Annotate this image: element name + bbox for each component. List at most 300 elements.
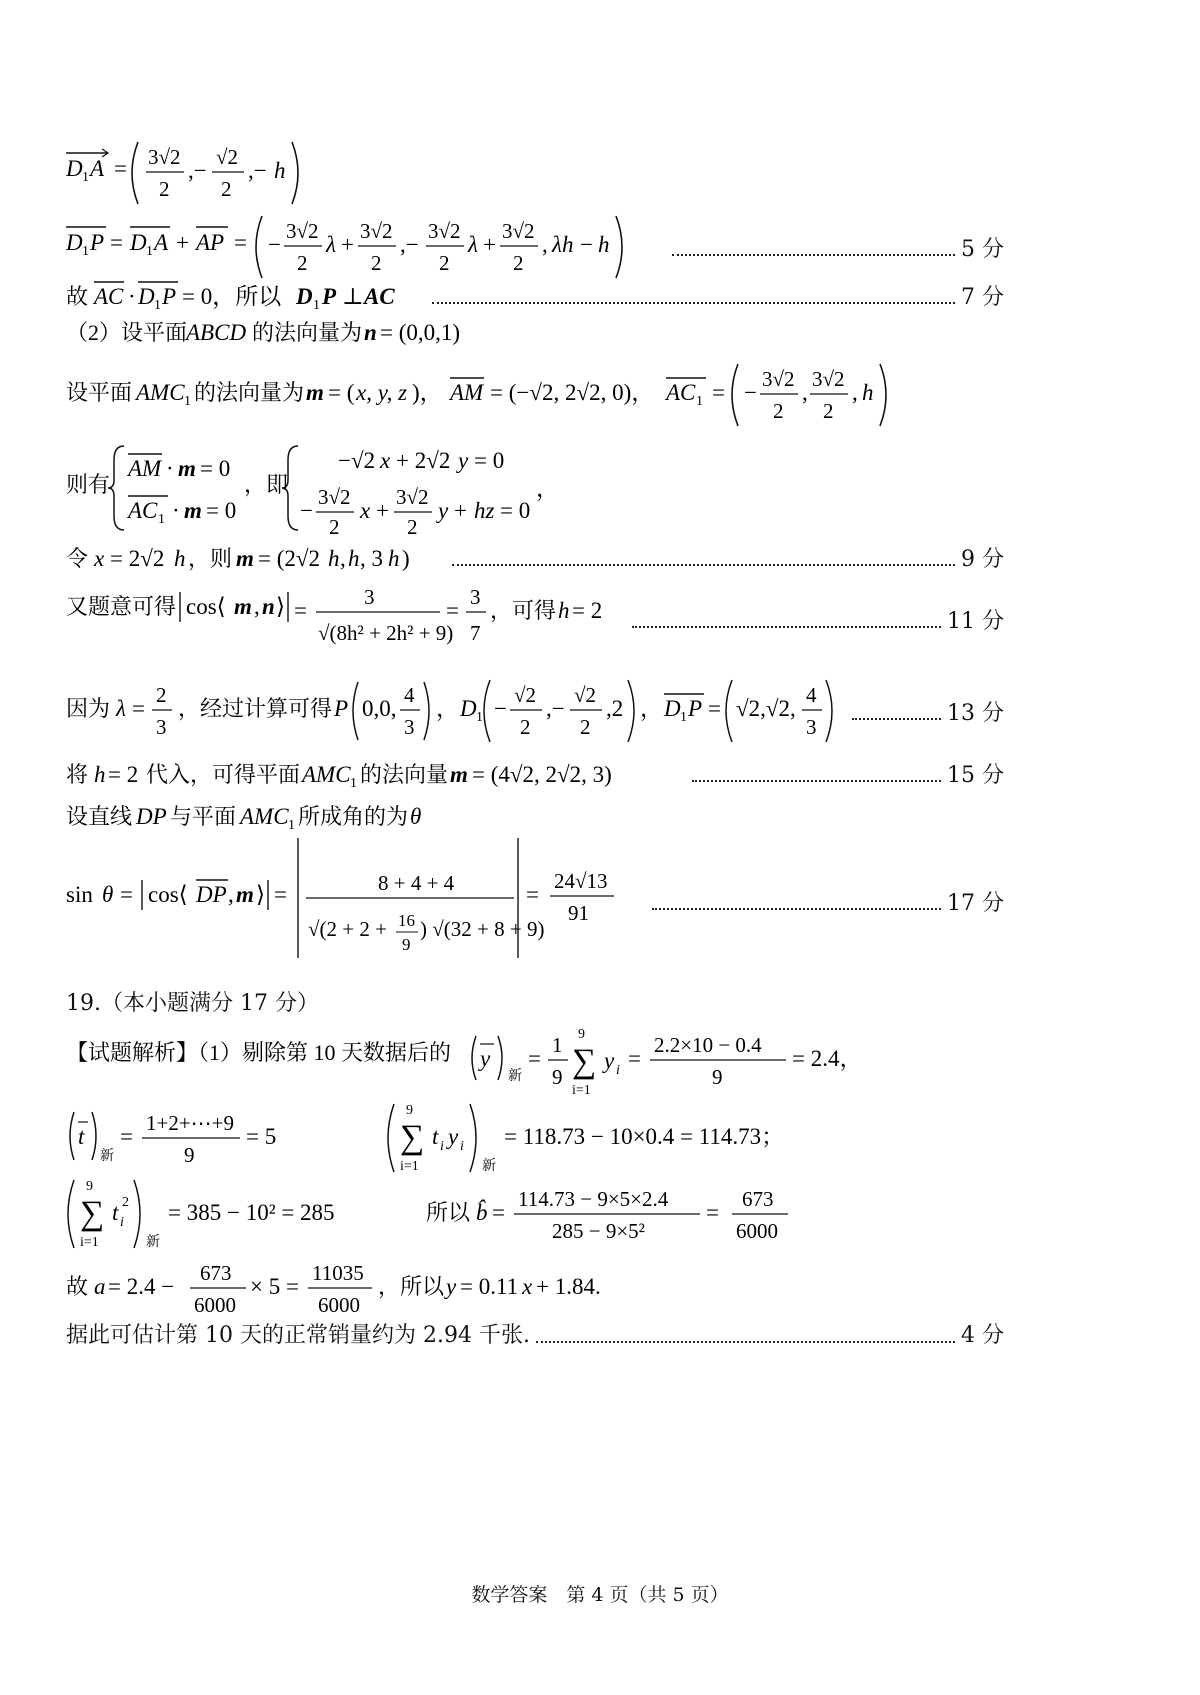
svg-text:=: = bbox=[628, 1046, 641, 1071]
svg-text:所成角的为: 所成角的为 bbox=[298, 804, 409, 829]
svg-text:，所以: ，所以 bbox=[378, 1274, 445, 1299]
svg-text:= 2.4，: = 2.4， bbox=[792, 1046, 863, 1071]
svg-text:= (2√2: = (2√2 bbox=[258, 546, 321, 571]
svg-text:，经过计算可得: ，经过计算可得 bbox=[178, 696, 333, 721]
svg-text:∑: ∑ bbox=[572, 1043, 597, 1080]
svg-text:的法向量: 的法向量 bbox=[360, 762, 449, 787]
svg-text:AMC: AMC bbox=[240, 804, 289, 829]
svg-text:2: 2 bbox=[520, 715, 531, 739]
svg-text:新: 新 bbox=[146, 1235, 160, 1250]
svg-text:3√2: 3√2 bbox=[286, 219, 319, 243]
svg-text:（2）设平面: （2）设平面 bbox=[66, 320, 188, 345]
score-7: 7 分 bbox=[961, 284, 1004, 310]
points-formula bbox=[66, 676, 846, 746]
svg-text:4: 4 bbox=[404, 683, 415, 707]
svg-text:=: = bbox=[706, 1200, 719, 1225]
svg-text:−: − bbox=[494, 696, 507, 721]
leader-dots bbox=[692, 780, 941, 782]
svg-text:h: h bbox=[174, 546, 186, 571]
mean-y-line bbox=[66, 1022, 1004, 1098]
svg-text:9: 9 bbox=[184, 1143, 195, 1167]
svg-text:= 0: = 0 bbox=[474, 448, 505, 473]
svg-text:h: h bbox=[348, 546, 360, 571]
svg-text:，: ， bbox=[536, 476, 559, 501]
svg-text:，: ， bbox=[640, 696, 663, 721]
svg-text:故: 故 bbox=[66, 1274, 89, 1299]
svg-text:9: 9 bbox=[712, 1065, 723, 1089]
svg-text:1: 1 bbox=[146, 244, 153, 259]
svg-text:a: a bbox=[94, 1274, 106, 1299]
svg-text:−√2: −√2 bbox=[338, 448, 376, 473]
svg-text:x, y, z: x, y, z bbox=[356, 380, 408, 405]
svg-text:将: 将 bbox=[66, 762, 89, 787]
svg-text:= (4√2, 2√2, 3): = (4√2, 2√2, 3) bbox=[472, 762, 612, 787]
svg-text:= (: = ( bbox=[328, 380, 355, 405]
perpendicular-formula bbox=[66, 278, 426, 312]
svg-text:ABCD: ABCD bbox=[186, 320, 247, 345]
svg-text:−: − bbox=[744, 380, 757, 405]
svg-text:D: D bbox=[296, 284, 313, 309]
svg-text:θ: θ bbox=[410, 804, 422, 829]
svg-text:+: + bbox=[376, 498, 389, 523]
normal-m-result-formula bbox=[66, 756, 686, 790]
svg-text:m: m bbox=[306, 380, 324, 405]
page-footer: 数学答案 第 4 页（共 5 页） bbox=[471, 1584, 729, 1606]
score-17: 17 分 bbox=[947, 890, 1004, 916]
svg-text:6000: 6000 bbox=[736, 1219, 778, 1243]
svg-text:=: = bbox=[274, 882, 287, 907]
svg-text:3√2: 3√2 bbox=[396, 485, 429, 509]
angle-definition-formula bbox=[66, 798, 486, 832]
svg-text:+: + bbox=[483, 232, 496, 257]
svg-text:y: y bbox=[604, 1048, 615, 1073]
svg-text:t: t bbox=[78, 1124, 85, 1149]
svg-text:x: x bbox=[522, 1274, 533, 1299]
svg-text:y: y bbox=[458, 448, 469, 473]
svg-text:hz: hz bbox=[474, 498, 495, 523]
svg-text:h: h bbox=[862, 380, 874, 405]
svg-text:λh: λh bbox=[552, 232, 574, 257]
svg-text:+ 1.84.: + 1.84. bbox=[536, 1274, 601, 1299]
svg-text:D: D bbox=[66, 156, 83, 181]
intercept-formula bbox=[66, 1256, 706, 1322]
svg-text:9: 9 bbox=[552, 1065, 563, 1089]
angle-definition-line bbox=[66, 798, 1004, 832]
svg-text:0,0,: 0,0, bbox=[362, 696, 397, 721]
svg-text:6000: 6000 bbox=[194, 1293, 236, 1317]
svg-text:m: m bbox=[178, 456, 196, 481]
svg-text:AMC: AMC bbox=[136, 380, 185, 405]
svg-text:A: A bbox=[154, 230, 169, 255]
svg-text:+: + bbox=[176, 230, 189, 255]
svg-text:= 2: = 2 bbox=[108, 762, 139, 787]
svg-text:= 2√2: = 2√2 bbox=[110, 546, 165, 571]
svg-text:16: 16 bbox=[398, 911, 415, 930]
svg-text:9: 9 bbox=[406, 1103, 413, 1118]
svg-text:= 0，所以: = 0，所以 bbox=[182, 284, 282, 309]
svg-text:8 + 4 + 4: 8 + 4 + 4 bbox=[378, 871, 455, 895]
svg-text:673: 673 bbox=[742, 1187, 774, 1211]
svg-text:, 3: , 3 bbox=[360, 546, 383, 571]
points-line bbox=[66, 676, 1004, 746]
svg-text:2: 2 bbox=[371, 251, 382, 275]
svg-text:2: 2 bbox=[580, 715, 591, 739]
svg-text:2: 2 bbox=[159, 177, 170, 201]
sine-formula bbox=[66, 838, 646, 964]
normal-m-line bbox=[66, 360, 1004, 430]
svg-text:673: 673 bbox=[200, 1261, 232, 1285]
system-line bbox=[66, 440, 1004, 536]
normal-n-formula bbox=[66, 314, 526, 348]
svg-text:2: 2 bbox=[773, 399, 784, 423]
svg-text:,−: ,− bbox=[546, 696, 565, 721]
svg-text:= 2.4 −: = 2.4 − bbox=[108, 1274, 175, 1299]
normal-m-result-line bbox=[66, 756, 1004, 790]
assignment-line bbox=[66, 540, 1004, 574]
svg-text:AMC: AMC bbox=[302, 762, 351, 787]
svg-text:A: A bbox=[90, 156, 105, 181]
svg-text:的法向量为: 的法向量为 bbox=[252, 320, 363, 345]
svg-text:∑: ∑ bbox=[80, 1195, 105, 1232]
svg-text:=: = bbox=[114, 156, 127, 181]
svg-text:)，: )， bbox=[412, 380, 443, 405]
cosine-formula bbox=[66, 584, 626, 654]
svg-text:cos⟨: cos⟨ bbox=[186, 594, 226, 619]
svg-text:m: m bbox=[184, 498, 202, 523]
slope-formula bbox=[66, 1176, 826, 1252]
svg-text:24√13: 24√13 bbox=[554, 869, 608, 893]
vector-d1a-formula bbox=[66, 138, 396, 208]
svg-text:y: y bbox=[446, 1274, 457, 1299]
svg-text:x: x bbox=[94, 546, 105, 571]
leader-dots bbox=[652, 908, 941, 910]
intercept-line bbox=[66, 1256, 1004, 1322]
svg-text:3√2: 3√2 bbox=[812, 367, 845, 391]
svg-text:P: P bbox=[334, 696, 349, 721]
svg-text:x: x bbox=[360, 498, 371, 523]
svg-text:i=1: i=1 bbox=[400, 1159, 419, 1174]
svg-text:故: 故 bbox=[66, 284, 89, 309]
svg-text:【试题解析】（1）剔除第 10 天数据后的: 【试题解析】（1）剔除第 10 天数据后的 bbox=[66, 1040, 452, 1065]
svg-text:i: i bbox=[616, 1063, 620, 1078]
svg-text:2: 2 bbox=[329, 515, 340, 536]
svg-text:+: + bbox=[454, 498, 467, 523]
svg-text:D: D bbox=[66, 230, 83, 255]
svg-text:x: x bbox=[380, 448, 391, 473]
svg-text:2.2×10 − 0.4: 2.2×10 − 0.4 bbox=[654, 1033, 762, 1057]
svg-text:=: = bbox=[294, 598, 307, 623]
svg-text:=: = bbox=[120, 882, 133, 907]
svg-text:=: = bbox=[446, 598, 459, 623]
svg-text:又题意可得: 又题意可得 bbox=[66, 594, 177, 619]
svg-text:D: D bbox=[460, 696, 477, 721]
svg-text:与平面: 与平面 bbox=[170, 804, 237, 829]
cosine-line bbox=[66, 584, 1004, 654]
svg-text:7: 7 bbox=[470, 621, 481, 645]
svg-text:AC: AC bbox=[94, 284, 124, 309]
svg-text:1+2+⋯+9: 1+2+⋯+9 bbox=[146, 1111, 235, 1135]
svg-text:y: y bbox=[448, 1124, 459, 1149]
score-13: 13 分 bbox=[947, 700, 1004, 726]
svg-text:新: 新 bbox=[508, 1069, 522, 1084]
svg-text:√2,√2,: √2,√2, bbox=[736, 696, 796, 721]
leader-dots bbox=[672, 254, 955, 256]
svg-text:,−: ,− bbox=[400, 232, 419, 257]
leader-dots bbox=[452, 564, 955, 566]
svg-text:,: , bbox=[802, 380, 808, 405]
svg-text:=: = bbox=[526, 882, 539, 907]
svg-text:1: 1 bbox=[476, 710, 483, 725]
svg-text:设平面: 设平面 bbox=[66, 380, 133, 405]
svg-text:AC: AC bbox=[666, 380, 696, 405]
svg-text:3: 3 bbox=[156, 715, 167, 739]
svg-text:θ: θ bbox=[102, 882, 114, 907]
svg-text:·: · bbox=[172, 498, 180, 523]
svg-text:285 − 9×5²: 285 − 9×5² bbox=[552, 1219, 645, 1243]
svg-text:2: 2 bbox=[513, 251, 524, 275]
svg-text:b̂: b̂ bbox=[476, 1200, 488, 1225]
slope-line bbox=[66, 1176, 1004, 1252]
score-9: 9 分 bbox=[961, 546, 1004, 572]
score-4: 4 分 bbox=[961, 1323, 1004, 1348]
svg-text:AP: AP bbox=[196, 230, 225, 255]
svg-text:= 0: = 0 bbox=[206, 498, 237, 523]
svg-text:2: 2 bbox=[439, 251, 450, 275]
svg-text:⟩: ⟩ bbox=[256, 882, 265, 907]
svg-text:=: = bbox=[712, 380, 725, 405]
svg-text:·: · bbox=[166, 456, 174, 481]
mean-t-formula bbox=[66, 1100, 826, 1176]
svg-text:D: D bbox=[138, 284, 155, 309]
svg-text:i=1: i=1 bbox=[80, 1235, 99, 1250]
svg-text:代入，可得平面: 代入，可得平面 bbox=[146, 762, 301, 787]
svg-text:，: ， bbox=[436, 696, 459, 721]
svg-text:√2: √2 bbox=[574, 683, 597, 707]
svg-text:,−: ,− bbox=[188, 158, 207, 183]
svg-text:) √(32 + 8 + 9): ) √(32 + 8 + 9) bbox=[420, 917, 545, 941]
vector-d1p-line bbox=[66, 212, 1004, 282]
svg-text:令: 令 bbox=[66, 546, 89, 571]
leader-dots bbox=[632, 626, 941, 628]
svg-text:× 5 =: × 5 = bbox=[250, 1274, 299, 1299]
svg-text:91: 91 bbox=[568, 901, 589, 925]
svg-text:新: 新 bbox=[482, 1159, 496, 1174]
svg-text:2: 2 bbox=[122, 1195, 129, 1210]
svg-text:1: 1 bbox=[82, 244, 89, 259]
svg-text:，则: ，则 bbox=[188, 546, 233, 571]
svg-text:m: m bbox=[234, 594, 252, 619]
svg-text:1: 1 bbox=[696, 394, 703, 409]
svg-text:=: = bbox=[132, 696, 145, 721]
svg-text:9: 9 bbox=[86, 1179, 93, 1194]
svg-text:AM: AM bbox=[450, 380, 484, 405]
svg-text:DP: DP bbox=[136, 804, 167, 829]
svg-text:λ: λ bbox=[116, 696, 126, 721]
svg-text:1: 1 bbox=[184, 394, 191, 409]
svg-text:n: n bbox=[364, 320, 377, 345]
svg-text:所以: 所以 bbox=[426, 1200, 471, 1225]
svg-text:114.73 − 9×5×2.4: 114.73 − 9×5×2.4 bbox=[518, 1187, 669, 1211]
svg-text:i: i bbox=[440, 1139, 444, 1154]
svg-text:∑: ∑ bbox=[400, 1119, 425, 1156]
svg-text:i=1: i=1 bbox=[572, 1083, 591, 1098]
svg-text:y: y bbox=[438, 498, 449, 523]
svg-text:3√2: 3√2 bbox=[360, 219, 393, 243]
svg-text:t: t bbox=[432, 1124, 439, 1149]
svg-text:新: 新 bbox=[100, 1149, 114, 1164]
svg-text:i: i bbox=[120, 1215, 124, 1230]
leader-dots bbox=[432, 302, 955, 304]
svg-text:1: 1 bbox=[82, 170, 89, 185]
svg-text:,: , bbox=[228, 882, 234, 907]
svg-text:m: m bbox=[236, 882, 254, 907]
svg-text:n: n bbox=[262, 594, 275, 619]
svg-text:D: D bbox=[664, 696, 681, 721]
svg-text:h: h bbox=[558, 598, 570, 623]
svg-text:y: y bbox=[480, 1046, 491, 1071]
score-11: 11 分 bbox=[947, 608, 1004, 634]
svg-text:=: = bbox=[708, 696, 721, 721]
svg-text:+ 2√2: + 2√2 bbox=[396, 448, 451, 473]
svg-text:2: 2 bbox=[221, 177, 232, 201]
svg-text:1: 1 bbox=[158, 512, 165, 527]
svg-text:DP: DP bbox=[196, 882, 227, 907]
system-formula bbox=[66, 440, 686, 536]
normal-m-formula bbox=[66, 360, 906, 430]
svg-text:3√2: 3√2 bbox=[762, 367, 795, 391]
svg-text:9: 9 bbox=[578, 1027, 585, 1042]
sine-line bbox=[66, 838, 1004, 964]
leader-dots bbox=[852, 718, 941, 720]
svg-text:,: , bbox=[254, 594, 260, 619]
score-15: 15 分 bbox=[947, 762, 1004, 788]
svg-text:,−: ,− bbox=[248, 158, 267, 183]
svg-text:√2: √2 bbox=[514, 683, 537, 707]
svg-text:=: = bbox=[528, 1046, 541, 1071]
svg-text:=: = bbox=[110, 230, 123, 255]
problem-19-heading bbox=[66, 986, 1004, 1017]
svg-text:= 118.73 − 10×0.4 = 114.73；: = 118.73 − 10×0.4 = 114.73； bbox=[504, 1124, 785, 1149]
svg-text:1: 1 bbox=[313, 298, 320, 312]
svg-text:AC: AC bbox=[364, 284, 395, 309]
svg-text:= 2: = 2 bbox=[572, 598, 603, 623]
svg-text:3√2: 3√2 bbox=[148, 145, 181, 169]
svg-text:,2: ,2 bbox=[606, 696, 624, 721]
svg-text:λ: λ bbox=[468, 232, 478, 257]
svg-text:D: D bbox=[130, 230, 147, 255]
svg-text:⟩: ⟩ bbox=[276, 594, 285, 619]
svg-text:sin: sin bbox=[66, 882, 93, 907]
assignment-formula bbox=[66, 540, 446, 574]
normal-n-line bbox=[66, 314, 1004, 348]
svg-text:h: h bbox=[388, 546, 400, 571]
svg-text:2: 2 bbox=[156, 683, 167, 707]
svg-text:√2: √2 bbox=[216, 145, 239, 169]
mean-t-line bbox=[66, 1100, 1004, 1176]
svg-text:√(8h² + 2h² + 9): √(8h² + 2h² + 9) bbox=[318, 621, 454, 645]
svg-text:P: P bbox=[162, 284, 177, 309]
svg-text:=: = bbox=[492, 1200, 505, 1225]
svg-text:1: 1 bbox=[680, 710, 687, 725]
svg-text:AC: AC bbox=[128, 498, 158, 523]
svg-text:√(2 + 2 +: √(2 + 2 + bbox=[308, 917, 387, 941]
svg-text:3: 3 bbox=[806, 715, 817, 739]
svg-text:2: 2 bbox=[297, 251, 308, 275]
svg-text:): ) bbox=[402, 546, 410, 571]
svg-text:= 5: = 5 bbox=[246, 1124, 277, 1149]
svg-text:m: m bbox=[450, 762, 468, 787]
svg-text:P: P bbox=[322, 284, 337, 309]
svg-text:则有: 则有 bbox=[66, 472, 111, 497]
vector-d1p-formula bbox=[66, 212, 666, 282]
svg-text:1: 1 bbox=[552, 1033, 563, 1057]
svg-text:t: t bbox=[112, 1200, 119, 1225]
svg-text:−: − bbox=[300, 498, 313, 523]
svg-text:11035: 11035 bbox=[312, 1261, 364, 1285]
svg-text:h: h bbox=[94, 762, 106, 787]
svg-text:P: P bbox=[688, 696, 703, 721]
svg-text:2: 2 bbox=[823, 399, 834, 423]
svg-text:m: m bbox=[236, 546, 254, 571]
leader-dots bbox=[536, 1341, 955, 1343]
svg-text:=: = bbox=[120, 1124, 133, 1149]
svg-text:λ: λ bbox=[326, 232, 336, 257]
svg-text:因为: 因为 bbox=[66, 696, 111, 721]
svg-text:，即: ，即 bbox=[244, 472, 289, 497]
svg-text:i: i bbox=[460, 1139, 464, 1154]
svg-text:cos⟨: cos⟨ bbox=[148, 882, 188, 907]
svg-text:h: h bbox=[274, 158, 286, 183]
score-5: 5 分 bbox=[961, 236, 1004, 262]
svg-text:= 0: = 0 bbox=[200, 456, 231, 481]
svg-text:+: + bbox=[341, 232, 354, 257]
svg-text:3: 3 bbox=[364, 585, 375, 609]
svg-text:−: − bbox=[580, 232, 593, 257]
svg-text:,: , bbox=[340, 546, 346, 571]
svg-text:6000: 6000 bbox=[318, 1293, 360, 1317]
svg-text:，可得: ，可得 bbox=[490, 598, 557, 623]
svg-text:3√2: 3√2 bbox=[318, 485, 351, 509]
svg-text:4: 4 bbox=[806, 683, 817, 707]
svg-text:= 385 − 10² = 285: = 385 − 10² = 285 bbox=[168, 1200, 335, 1225]
svg-text:⊥: ⊥ bbox=[342, 284, 364, 309]
svg-text:= 0.11: = 0.11 bbox=[460, 1274, 519, 1299]
problem-19-title: 19.（本小题满分 17 分） bbox=[66, 991, 319, 1016]
svg-text:= (−√2, 2√2, 0)，: = (−√2, 2√2, 0)， bbox=[490, 380, 655, 405]
svg-text:3√2: 3√2 bbox=[428, 219, 461, 243]
svg-text:3: 3 bbox=[470, 585, 481, 609]
estimate-line bbox=[66, 1318, 1004, 1349]
svg-text:1: 1 bbox=[350, 776, 357, 790]
svg-text:2: 2 bbox=[407, 515, 418, 536]
svg-text:AM: AM bbox=[128, 456, 162, 481]
svg-text:−: − bbox=[268, 232, 281, 257]
perpendicular-line bbox=[66, 278, 1004, 312]
svg-text:1: 1 bbox=[154, 298, 161, 312]
svg-text:的法向量为: 的法向量为 bbox=[194, 380, 305, 405]
svg-text:P: P bbox=[90, 230, 105, 255]
svg-text:3: 3 bbox=[404, 715, 415, 739]
svg-text:设直线: 设直线 bbox=[66, 804, 133, 829]
mean-y-formula bbox=[66, 1022, 906, 1098]
svg-text:,: , bbox=[852, 380, 858, 405]
svg-text:h: h bbox=[598, 232, 610, 257]
svg-text:= (0,0,1): = (0,0,1) bbox=[380, 320, 461, 345]
vector-d1a-line bbox=[66, 138, 1004, 208]
svg-text:,: , bbox=[542, 232, 548, 257]
svg-text:=: = bbox=[234, 230, 247, 255]
svg-text:9: 9 bbox=[402, 935, 411, 954]
